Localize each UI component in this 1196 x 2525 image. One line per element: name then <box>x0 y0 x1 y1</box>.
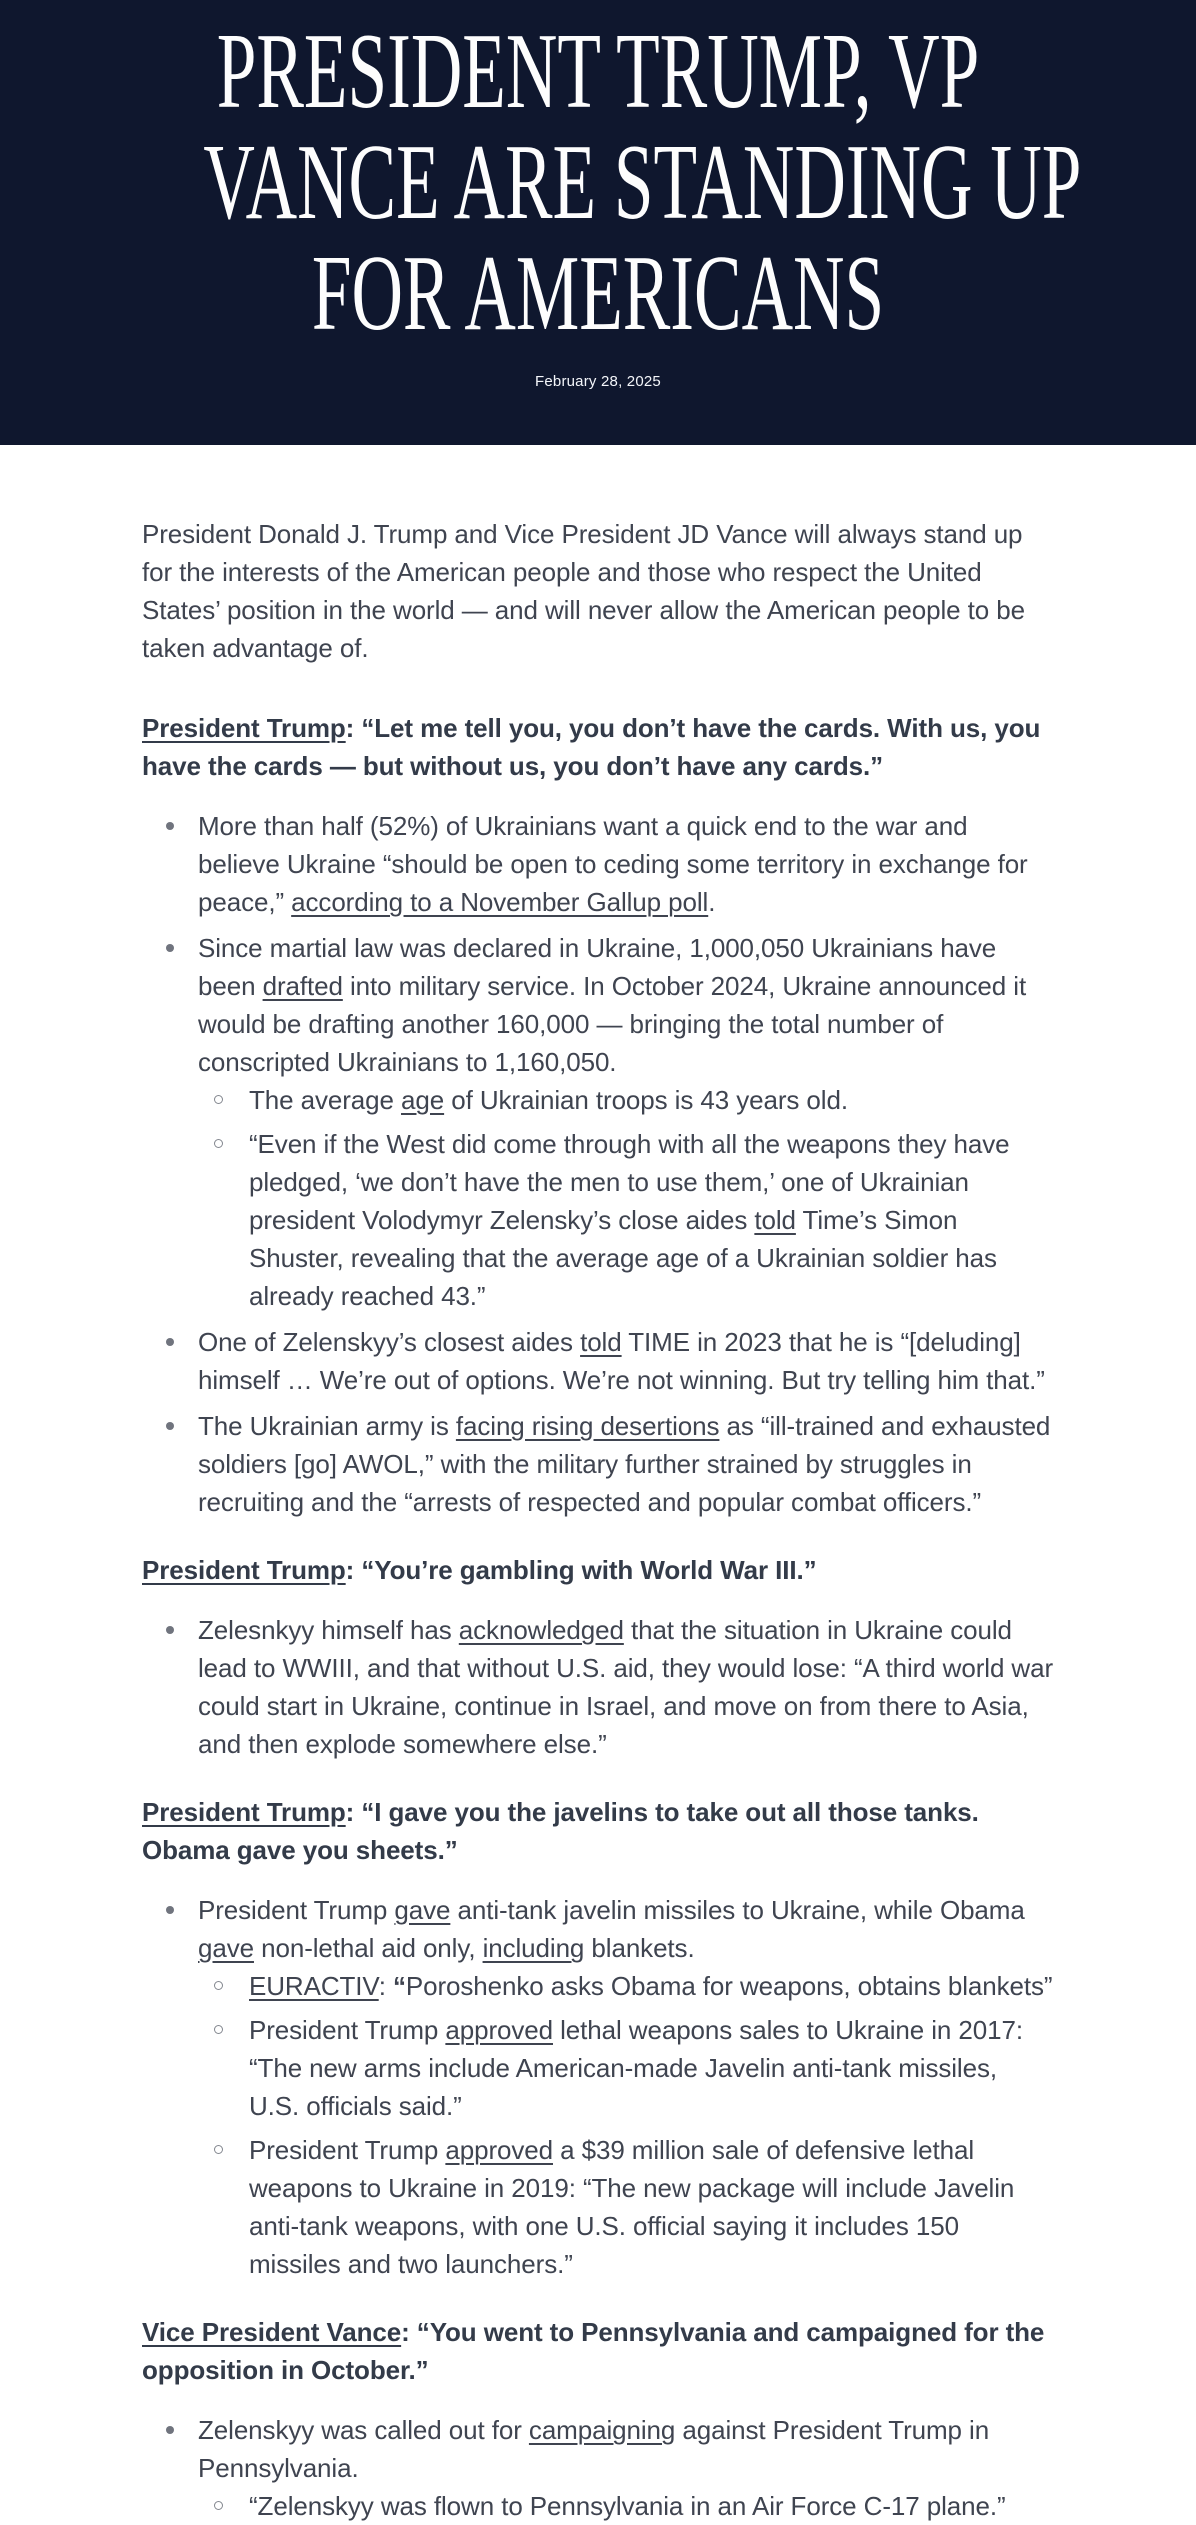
article-body <box>142 445 1054 2525</box>
bullet-item <box>142 1407 1054 1521</box>
sub-bullet-item <box>198 2487 1054 2525</box>
text-run: : <box>378 1971 393 2001</box>
text-run: against President Trump in Pennsylvania. <box>198 2415 990 2483</box>
section-heading <box>142 709 1054 785</box>
intro-paragraph <box>142 515 1054 667</box>
inline-link[interactable]: EURACTIV <box>249 1971 379 2001</box>
article-sections <box>142 709 1054 2525</box>
text-run: anti-tank javelin missiles to Ukraine, while Obama <box>450 1895 1025 1925</box>
text-run: : “You went to Pennsylvania and campaigned for the opposition in October.” <box>142 2317 1045 2385</box>
text-run: . <box>708 887 716 917</box>
text-run: Poroshenko asks Obama for weapons, obtains blankets” <box>405 1971 1053 2001</box>
inline-link[interactable]: drafted <box>262 971 343 1001</box>
text-run: President Trump <box>249 2135 446 2165</box>
bullet-item <box>142 807 1054 921</box>
inline-link[interactable]: including <box>482 1933 585 1963</box>
text-run: that the situation in Ukraine could lead to WWIII, and that without U.S. aid, they would lose: “A third world war could start in Ukraine, continue in Israel, and move on from there to Asia, and then explode somewhere else.” <box>198 1615 1054 1759</box>
section-heading <box>142 1793 1054 1869</box>
article-date: February 28, 2025 <box>535 373 661 390</box>
text-run: Time’s Simon Shuster, revealing that the average age of a Ukrainian soldier has already reached 43.” <box>249 1205 997 1311</box>
text-run: One of Zelenskyy’s closest aides <box>198 1327 581 1357</box>
text-run: : “I gave you the javelins to take out all those tanks. Obama gave you sheets.” <box>142 1797 979 1865</box>
text-run: President Donald J. Trump and Vice President JD Vance will always stand up for the interests of the American people and those who respect the United States’ position in the world — and will never allow the American people to be taken advantage of. <box>142 519 1025 663</box>
text-run: non-lethal aid only, <box>253 1933 483 1963</box>
text-run: Zelenskyy was called out for <box>198 2415 529 2445</box>
bullet-item <box>142 1323 1054 1399</box>
text-run: into military service. In October 2024, Ukraine announced it would be drafting another 160,000 — bringing the total number of conscripted Ukrainians to 1,160,050. <box>198 971 1027 1077</box>
sub-bullet-item <box>198 2131 1054 2283</box>
text-run: Zelesnkyy himself has <box>198 1615 459 1645</box>
text-run: TIME in 2023 that he is “[deluding] himself … We’re out of options. We’re not winning. But try telling him that.” <box>198 1327 1045 1395</box>
inline-link[interactable]: according to a November Gallup poll <box>291 887 709 917</box>
inline-link[interactable]: President Trump <box>142 1797 346 1827</box>
inline-link[interactable]: facing rising desertions <box>455 1411 720 1441</box>
text-run: lethal weapons sales to Ukraine in 2017: “The new arms include American-made Javelin anti-tank missiles, U.S. officials said.” <box>249 2015 1023 2121</box>
inline-link[interactable]: gave <box>198 1933 254 1963</box>
text-run: Since martial law was declared in Ukraine, 1,000,050 Ukrainians have been <box>198 933 997 1001</box>
page-title-line-2: VANCE ARE STANDING UP <box>203 123 1082 242</box>
text-run: President Trump <box>198 1895 395 1925</box>
page-title-line-3: FOR AMERICANS <box>311 234 885 353</box>
article-hero <box>0 0 1196 445</box>
bullet-item <box>142 1891 1054 2283</box>
bold-text: “ <box>392 1971 406 2001</box>
inline-link[interactable]: told <box>580 1327 622 1357</box>
sub-bullet-item <box>198 1081 1054 1119</box>
inline-link[interactable]: Vice President Vance <box>142 2317 402 2347</box>
bullet-list <box>142 2411 1054 2525</box>
page-title-line-1: PRESIDENT TRUMP, VP <box>216 12 980 131</box>
text-run: : “Let me tell you, you don’t have the cards. With us, you have the cards — but without us, you don’t have any cards.” <box>142 713 1041 781</box>
text-run: “Even if the West did come through with all the weapons they have pledged, ‘we don’t have the men to use them,’ one of Ukrainian president Volodymyr Zelensky’s close aides <box>249 1129 1010 1235</box>
inline-link[interactable]: President Trump <box>142 713 346 743</box>
bullet-list <box>142 1611 1054 1763</box>
section-heading <box>142 1551 1054 1589</box>
inline-link[interactable]: campaigning <box>528 2415 676 2445</box>
text-run: More than half (52%) of Ukrainians want a quick end to the war and believe Ukraine “should be open to ceding some territory in exchange for peace,” <box>198 811 1028 917</box>
inline-link[interactable]: gave <box>394 1895 451 1925</box>
sub-bullet-list <box>198 2487 1054 2525</box>
sub-bullet-list <box>198 1967 1054 2283</box>
sub-bullet-item <box>198 1967 1054 2005</box>
sub-bullet-item <box>198 1125 1054 1315</box>
inline-link[interactable]: acknowledged <box>458 1615 624 1645</box>
page-title <box>0 12 1196 353</box>
bullet-list <box>142 1891 1054 2283</box>
hero-inner <box>0 0 1196 390</box>
sub-bullet-list <box>198 1081 1054 1315</box>
text-run: The average <box>249 1085 402 1115</box>
text-run: : “You’re gambling with World War III.” <box>345 1555 817 1585</box>
inline-link[interactable]: President Trump <box>142 1555 346 1585</box>
bullet-item <box>142 929 1054 1315</box>
inline-link[interactable]: approved <box>445 2015 553 2045</box>
text-run: as “ill-trained and exhausted soldiers [go] AWOL,” with the military further strained by struggles in recruiting and the “arrests of respected and popular combat officers.” <box>198 1411 1051 1517</box>
inline-link[interactable]: told <box>754 1205 796 1235</box>
section-heading <box>142 2313 1054 2389</box>
inline-link[interactable]: age <box>401 1085 445 1115</box>
text-run: President Trump <box>249 2015 446 2045</box>
sub-bullet-item <box>198 2011 1054 2125</box>
inline-link[interactable]: approved <box>445 2135 553 2165</box>
text-run: a $39 million sale of defensive lethal weapons to Ukraine in 2019: “The new package will include Javelin anti-tank weapons, with one U.S. official saying it includes 150 missiles and two launchers.” <box>249 2135 1015 2279</box>
text-run: of Ukrainian troops is 43 years old. <box>444 1085 848 1115</box>
bullet-list <box>142 807 1054 1521</box>
text-run: “Zelenskyy was flown to Pennsylvania in an Air Force C-17 plane.” <box>249 2491 1006 2521</box>
bullet-item <box>142 2411 1054 2525</box>
text-run: The Ukrainian army is <box>198 1411 456 1441</box>
bullet-item <box>142 1611 1054 1763</box>
text-run: blankets. <box>584 1933 695 1963</box>
